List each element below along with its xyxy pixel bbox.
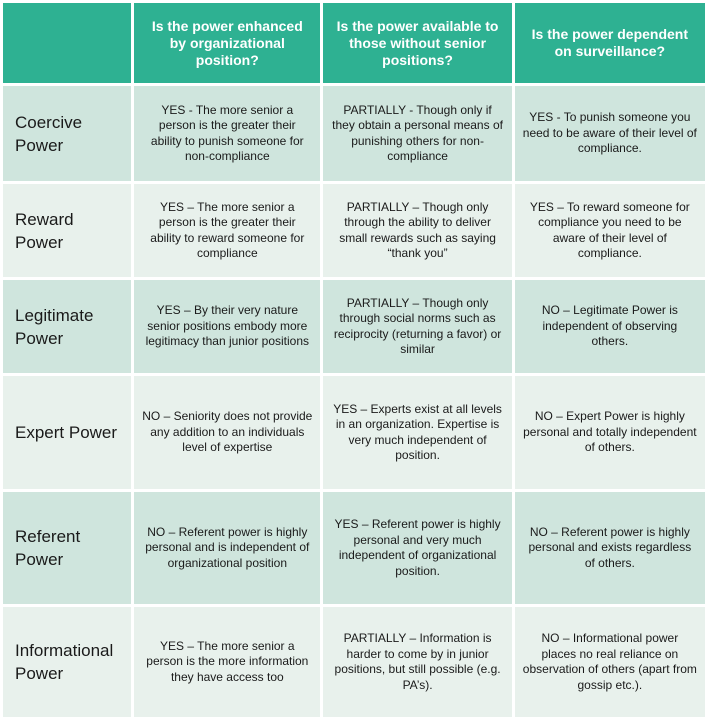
table-cell: NO – Referent power is highly personal and exists regardless of others. — [515, 492, 705, 604]
row-label-informational-power: Informational Power — [3, 607, 131, 717]
table-cell: NO – Expert Power is highly personal and totally independent of others. — [515, 376, 705, 489]
row-label-referent-power: Referent Power — [3, 492, 131, 604]
table-row — [3, 280, 705, 373]
table-cell: PARTIALLY – Though only through social norms such as reciprocity (returning a favor) or similar — [323, 280, 511, 373]
row-label-reward-power: Reward Power — [3, 184, 131, 277]
table-cell: YES – The more senior a person is the greater their ability to reward someone for compliance — [134, 184, 320, 277]
table-cell: NO – Referent power is highly personal and is independent of organizational position — [134, 492, 320, 604]
table-cell: PARTIALLY - Though only if they obtain a personal means of punishing others for non-compliance — [323, 86, 511, 181]
header-corner-cell — [3, 3, 131, 83]
table-row — [3, 492, 705, 604]
table-cell: NO – Seniority does not provide any addition to an individuals level of expertise — [134, 376, 320, 489]
header-available-without-seniority: Is the power available to those without senior positions? — [323, 3, 511, 83]
table-cell: YES – To reward someone for compliance you need to be aware of their level of compliance. — [515, 184, 705, 277]
row-label-legitimate-power: Legitimate Power — [3, 280, 131, 373]
table-cell: YES - To punish someone you need to be aware of their level of compliance. — [515, 86, 705, 181]
table-cell: PARTIALLY – Though only through the ability to deliver small rewards such as saying “thank you” — [323, 184, 511, 277]
table-row — [3, 376, 705, 489]
table-cell: YES – Referent power is highly personal and very much independent of organizational position. — [323, 492, 511, 604]
table-cell: YES – The more senior a person is the more information they have access too — [134, 607, 320, 717]
table-cell: NO – Informational power places no real reliance on observation of others (apart from gossip etc.). — [515, 607, 705, 717]
table-row — [3, 184, 705, 277]
table-cell: YES – By their very nature senior positions embody more legitimacy than junior positions — [134, 280, 320, 373]
table-cell: YES - The more senior a person is the greater their ability to punish someone for non-compliance — [134, 86, 320, 181]
table-row — [3, 86, 705, 181]
row-label-coercive-power: Coercive Power — [3, 86, 131, 181]
header-dependent-on-surveillance: Is the power dependent on surveillance? — [515, 3, 705, 83]
row-label-expert-power: Expert Power — [3, 376, 131, 489]
table-row — [3, 607, 705, 717]
table-cell: PARTIALLY – Information is harder to come by in junior positions, but still possible (e.g. PA’s). — [323, 607, 511, 717]
header-row — [3, 3, 705, 83]
header-enhanced-by-position: Is the power enhanced by organizational position? — [134, 3, 320, 83]
table-cell: NO – Legitimate Power is independent of observing others. — [515, 280, 705, 373]
table-cell: YES – Experts exist at all levels in an organization. Expertise is very much independent of position. — [323, 376, 511, 489]
